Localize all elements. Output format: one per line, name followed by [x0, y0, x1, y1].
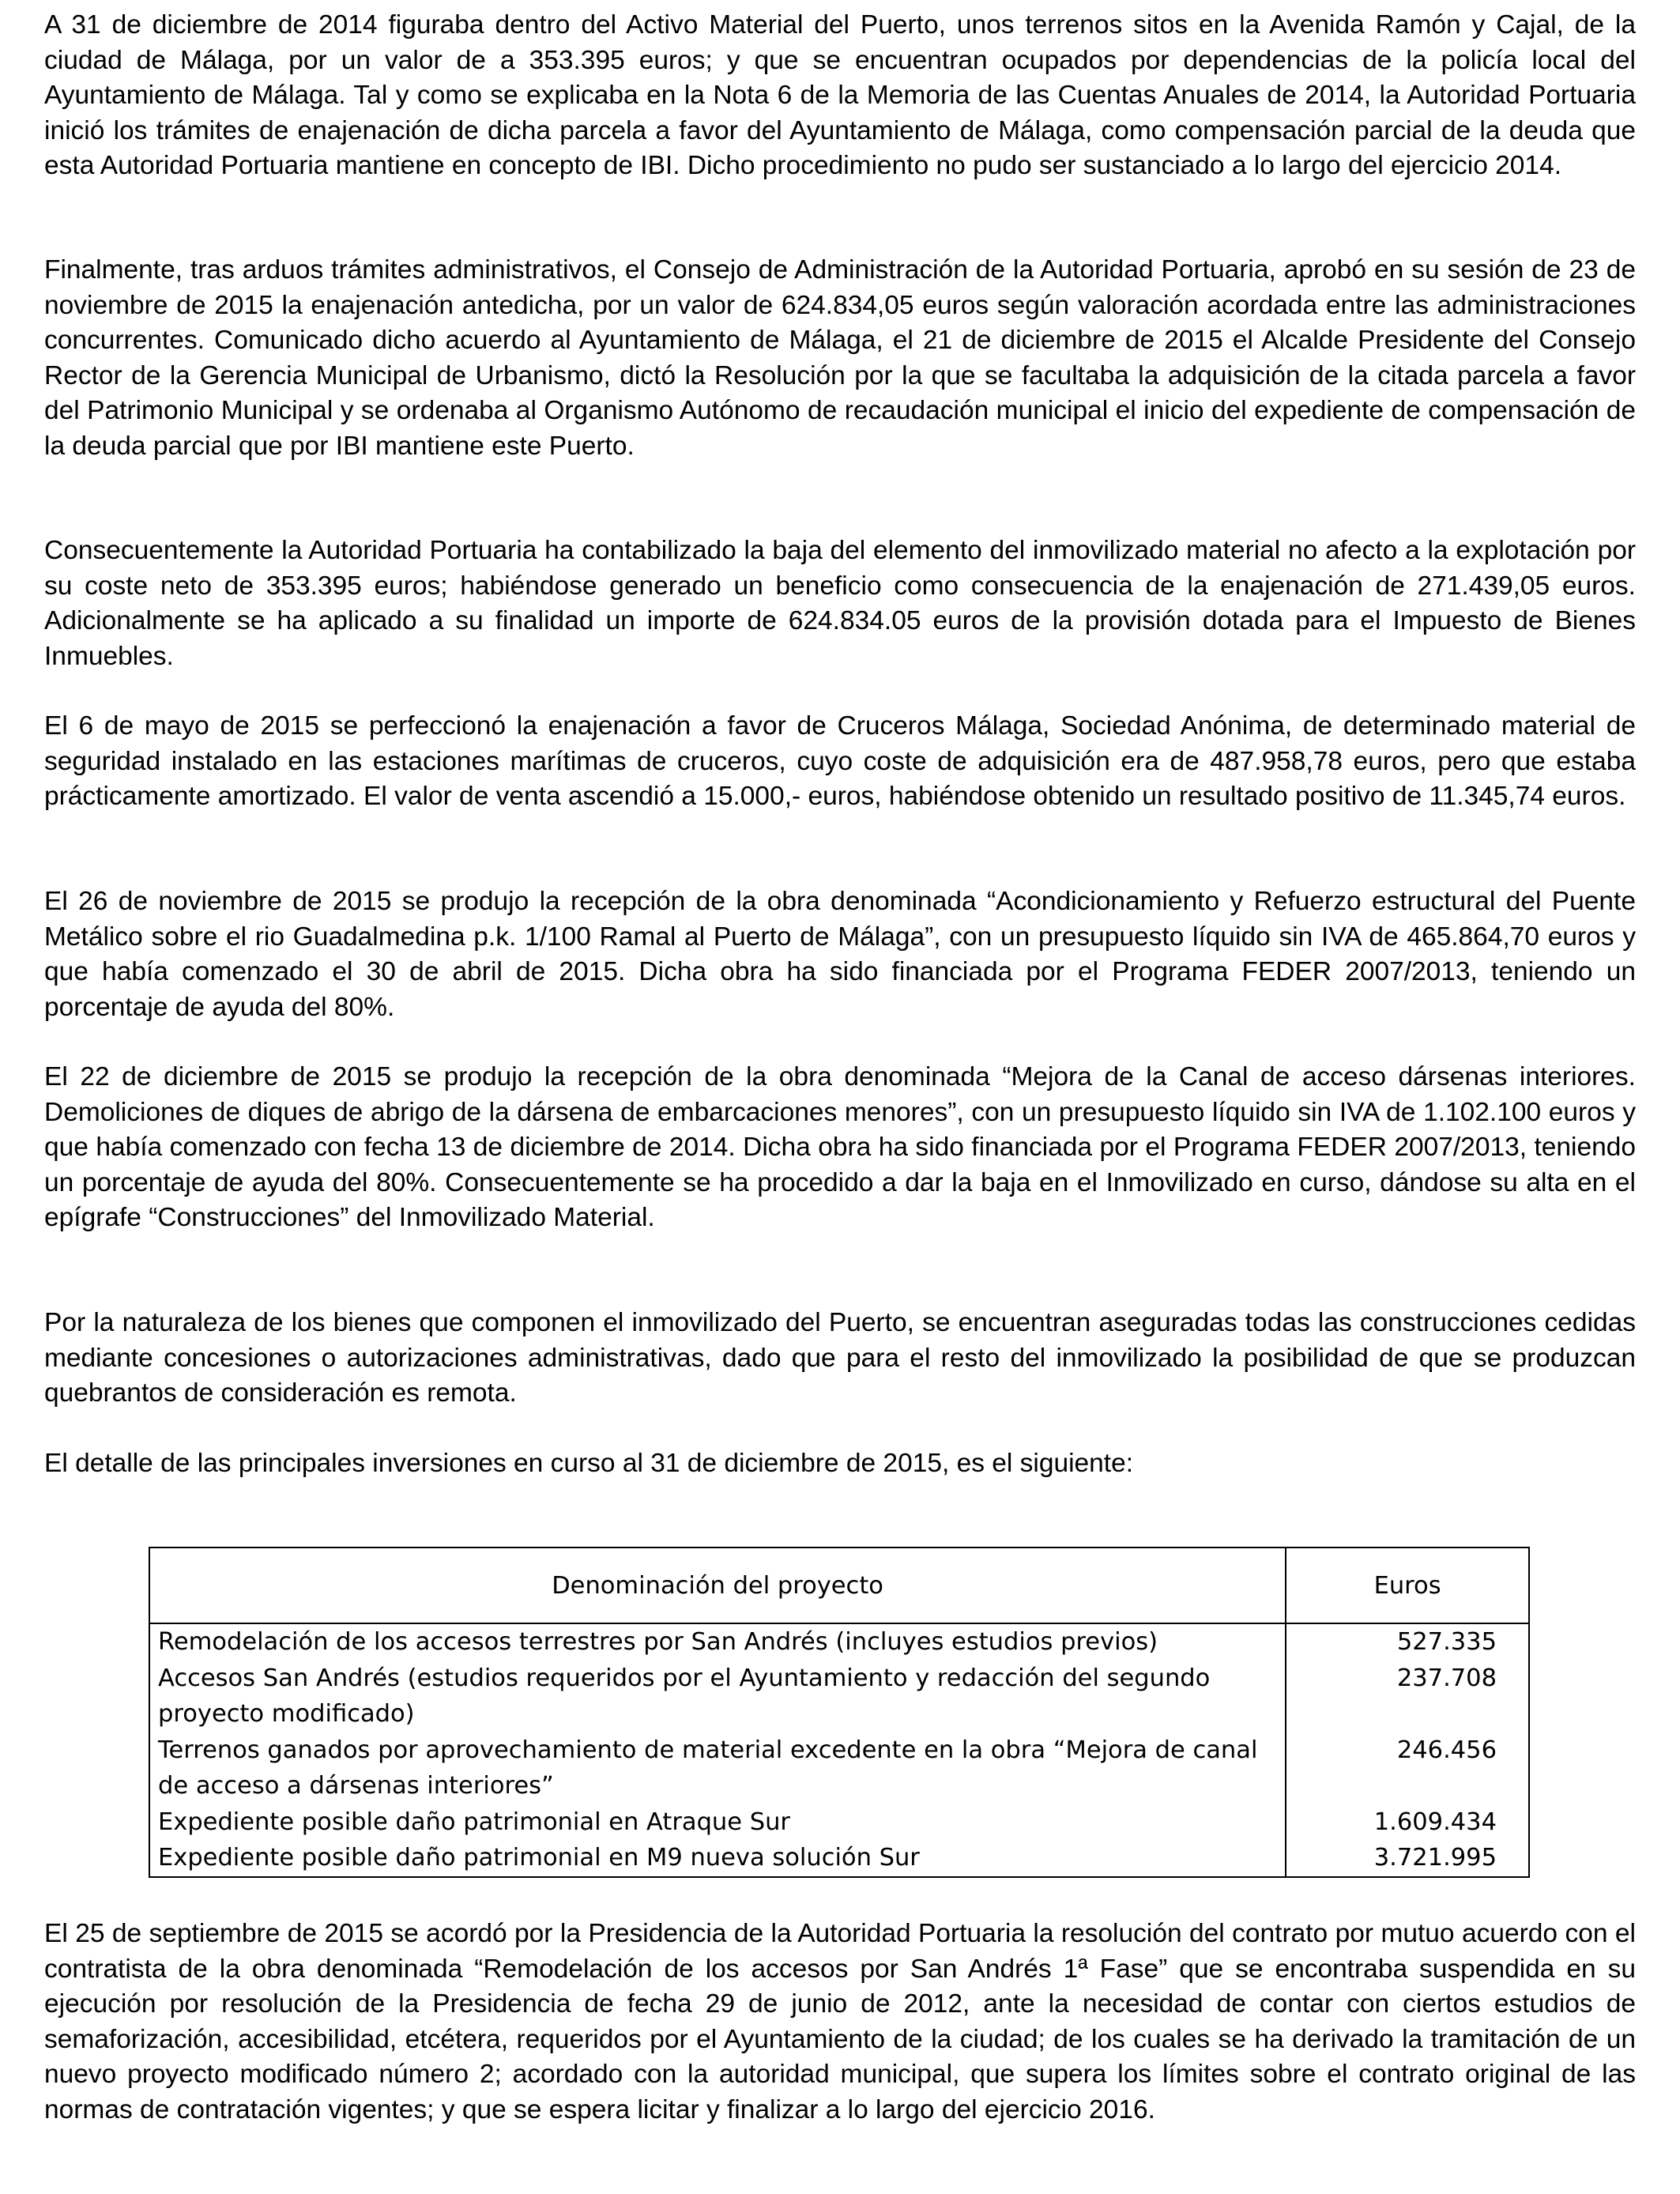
table-row [149, 1623, 1529, 1661]
project-amount: 1.609.434 [1286, 1804, 1529, 1841]
table-row [149, 1804, 1529, 1841]
project-amount: 237.708 [1286, 1661, 1529, 1732]
project-name: Expediente posible daño patrimonial en Atraque Sur [149, 1804, 1286, 1841]
paragraph-consejo-administracion: Finalmente, tras arduos trámites administrativos, el Consejo de Administración de la Autoridad Portuaria, aprobó en su sesión de 23 de noviembre de 2015 la enajenación antedicha, por un valor de 624.834,05 euros según valoración acordada entre las administraciones concurrentes. Comunicado dicho acuerdo al Ayuntamiento de Málaga, el 21 de diciembre de 2015 el Alcalde Presidente del Consejo Rector de la Gerencia Municipal de Urbanismo, dictó la Resolución por la que se facultaba la adquisición de la citada parcela a favor del Patrimonio Municipal y se ordenaba al Organismo Autónomo de recaudación municipal el inicio del expediente de compensación de la deuda parcial que por IBI mantiene este Puerto. [44, 255, 1636, 461]
paragraph-cruceros-malaga: El 6 de mayo de 2015 se perfeccionó la enajenación a favor de Cruceros Málaga, Sociedad Anónima, de determinado material de seguridad instalado en las estaciones marítimas de cruceros, cuyo coste de adquisición era de 487.958,78 euros, pero que estaba prácticamente amortizado. El valor de venta ascendió a 15.000,- euros, habiéndose obtenido un resultado positivo de 11.345,74 euros. [44, 711, 1636, 811]
paragraph-puente-metalico: El 26 de noviembre de 2015 se produjo la recepción de la obra denominada “Acondicionamiento y Refuerzo estructural del Puente Metálico sobre el rio Guadalmedina p.k. 1/100 Ramal al Puerto de Málaga”, con un presupuesto líquido sin IVA de 465.864,70 euros y que había comenzado el 30 de abril de 2015. Dicha obra ha sido financiada por el Programa FEDER 2007/2013, teniendo un porcentaje de ayuda del 80%. [44, 887, 1636, 1022]
paragraph-aseguramiento: Por la naturaleza de los bienes que componen el inmovilizado del Puerto, se encuentran aseguradas todas las construcciones cedidas mediante concesiones o autorizaciones administrativas, dado que para el resto del inmovilizado la posibilidad de que se produzcan quebrantos de consideración es remota. [44, 1308, 1636, 1408]
project-name: Accesos San Andrés (estudios requeridos por el Ayuntamiento y redacción del segundo proyecto modificado) [149, 1661, 1286, 1732]
project-amount: 3.721.995 [1286, 1840, 1529, 1877]
project-amount: 246.456 [1286, 1732, 1529, 1804]
project-name: Expediente posible daño patrimonial en M9 nueva solución Sur [149, 1840, 1286, 1877]
table-row [149, 1732, 1529, 1804]
header-euros: Euros [1286, 1547, 1529, 1623]
paragraph-terrenos-ramon-y-cajal: A 31 de diciembre de 2014 figuraba dentro del Activo Material del Puerto, unos terrenos sitos en la Avenida Ramón y Cajal, de la ciudad de Málaga, por un valor de a 353.395 euros; y que se encuentran ocupados por dependencias de la policía local del Ayuntamiento de Málaga. Tal y como se explicaba en la Nota 6 de la Memoria de las Cuentas Anuales de 2014, la Autoridad Portuaria inició los trámites de enajenación de dicha parcela a favor del Ayuntamiento de Málaga, como compensación parcial de la deuda que esta Autoridad Portuaria mantiene en concepto de IBI. Dicho procedimiento no pudo ser sustanciado a lo largo del ejercicio 2014. [44, 10, 1636, 180]
table-row [149, 1661, 1529, 1732]
paragraph-baja-inmovilizado: Consecuentemente la Autoridad Portuaria ha contabilizado la baja del elemento del inmovilizado material no afecto a la explotación por su coste neto de 353.395 euros; habiéndose generado un beneficio como consecuencia de la enajenación de 271.439,05 euros. Adicionalmente se ha aplicado a su finalidad un importe de 624.834.05 euros de la provisión dotada para el Impuesto de Bienes Inmuebles. [44, 536, 1636, 671]
paragraph-remodelacion-san-andres: El 25 de septiembre de 2015 se acordó por la Presidencia de la Autoridad Portuaria la resolución del contrato por mutuo acuerdo con el contratista de la obra denominada “Remodelación de los accesos por San Andrés 1ª Fase” que se encontraba suspendida en su ejecución por resolución de la Presidencia de fecha 29 de junio de 2012, ante la necesidad de contar con ciertos estudios de semaforización, accesibilidad, etcétera, requeridos por el Ayuntamiento de la ciudad; de los cuales se ha derivado la tramitación de un nuevo proyecto modificado número 2; acordado con la autoridad municipal, que supera los límites sobre el contrato original de las normas de contratación vigentes; y que se espera licitar y finalizar a lo largo del ejercicio 2016. [44, 1919, 1636, 2124]
header-denominacion: Denominación del proyecto [149, 1547, 1286, 1623]
paragraph-canal-acceso: El 22 de diciembre de 2015 se produjo la recepción de la obra denominada “Mejora de la Canal de acceso dársenas interiores. Demoliciones de diques de abrigo de la dársena de embarcaciones menores”, con un presupuesto líquido sin IVA de 1.102.100 euros y que había comenzado con fecha 13 de diciembre de 2014. Dicha obra ha sido financiada por el Programa FEDER 2007/2013, teniendo un porcentaje de ayuda del 80%. Consecuentemente se ha procedido a dar la baja en el Inmovilizado en curso, dándose su alta en el epígrafe “Construcciones” del Inmovilizado Material. [44, 1062, 1636, 1232]
project-name: Terrenos ganados por aprovechamiento de material excedente en la obra “Mejora de canal de acceso a dársenas interiores” [149, 1732, 1286, 1804]
project-amount: 527.335 [1286, 1623, 1529, 1661]
table-row [149, 1840, 1529, 1877]
inversiones-en-curso-table [149, 1547, 1530, 1878]
project-name: Remodelación de los accesos terrestres por San Andrés (incluyes estudios previos) [149, 1623, 1286, 1661]
table-header-row [149, 1547, 1529, 1623]
paragraph-detalle-inversiones: El detalle de las principales inversiones en curso al 31 de diciembre de 2015, es el siguiente: [44, 1449, 1134, 1478]
